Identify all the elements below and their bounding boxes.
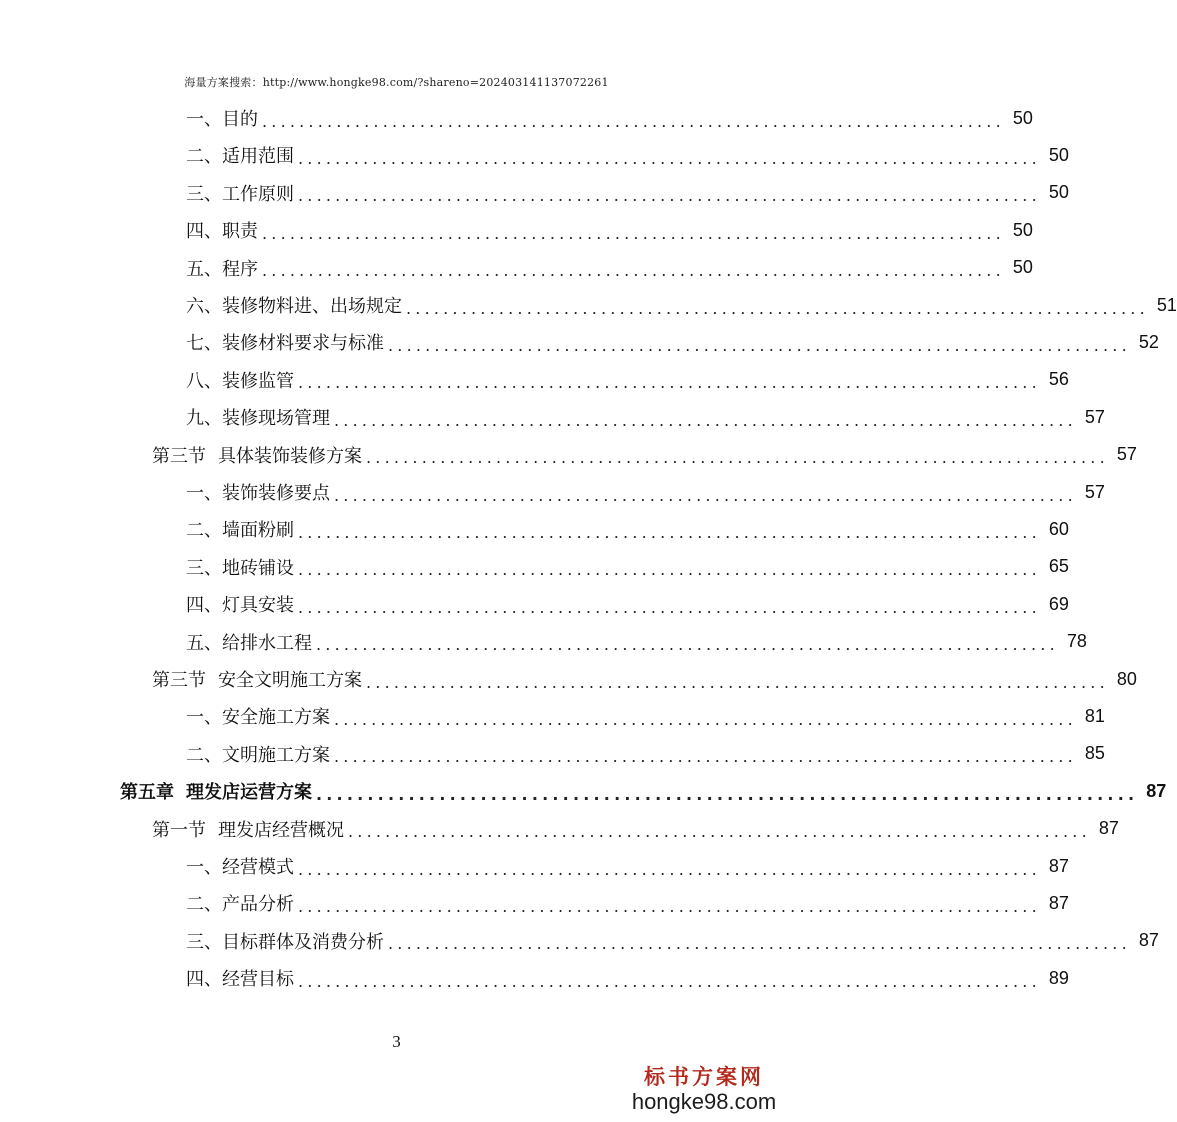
toc-entry-item[interactable] <box>186 324 1159 360</box>
toc-entry-page-number: 50 <box>1012 107 1033 128</box>
toc-entry-item[interactable] <box>186 624 1087 660</box>
toc-dot-leader: ................................................................................ <box>298 896 1041 916</box>
toc-entry-page-number: 78 <box>1066 631 1087 652</box>
toc-entry-number: 第五章 <box>120 782 174 804</box>
toc-dot-leader: ................................................................................ <box>262 111 1005 131</box>
toc-entry-page-number: 87 <box>1048 855 1069 876</box>
toc-entry-title: 目的 <box>222 109 258 130</box>
toc-entry-title: 产品分析 <box>222 894 294 916</box>
toc-entry-item[interactable] <box>186 100 1033 136</box>
toc-entry-page-number: 87 <box>1138 930 1159 951</box>
toc-entry-page-number: 57 <box>1116 444 1137 465</box>
toc-entry-title: 装修监管 <box>222 370 294 392</box>
toc-entry-number: 一、 <box>186 857 222 878</box>
toc-entry-number: 第三节 <box>152 445 206 467</box>
site-watermark <box>629 1064 779 1114</box>
toc-entry-page-number: 50 <box>1012 219 1033 240</box>
toc-entry-title: 工作原则 <box>222 183 294 205</box>
toc-entry-title: 安全施工方案 <box>222 707 330 729</box>
toc-entry-number: 二、 <box>186 744 222 766</box>
toc-dot-leader: ................................................................................ <box>316 635 1059 655</box>
watermark-en-text: hongke98.com <box>631 1089 777 1114</box>
toc-entry-item[interactable] <box>186 399 1105 435</box>
toc-entry-number: 四、 <box>186 595 222 617</box>
toc-entry-item[interactable] <box>186 474 1105 510</box>
toc-entry-title: 装饰装修要点 <box>222 483 330 504</box>
toc-entry-item[interactable] <box>186 960 1069 996</box>
toc-entry-item[interactable] <box>186 885 1069 921</box>
toc-entry-number: 三、 <box>186 931 222 953</box>
toc-dot-leader: ................................................................................ <box>298 971 1041 991</box>
toc-entry-page-number: 51 <box>1156 294 1177 315</box>
toc-dot-leader: ................................................................................ <box>348 822 1091 842</box>
toc-entry-title: 理发店经营概况 <box>218 819 344 841</box>
toc-entry-number: 二、 <box>186 894 222 916</box>
toc-entry-number: 三、 <box>186 557 222 579</box>
toc-dot-leader: ................................................................................ <box>366 448 1109 468</box>
toc-entry-item[interactable] <box>186 511 1069 547</box>
toc-dot-leader: ................................................................................ <box>388 335 1131 355</box>
toc-entry-number: 一、 <box>186 707 222 729</box>
toc-entry-number: 八、 <box>186 370 222 392</box>
toc-entry-page-number: 60 <box>1048 518 1069 539</box>
toc-entry-item[interactable] <box>186 848 1069 884</box>
toc-entry-chapter[interactable] <box>120 773 1167 809</box>
toc-entry-item[interactable] <box>186 736 1105 772</box>
toc-entry-page-number: 52 <box>1138 331 1159 352</box>
toc-entry-number: 四、 <box>186 969 222 991</box>
toc-entry-title: 目标群体及消费分析 <box>222 931 384 953</box>
toc-dot-leader: ................................................................................ <box>298 597 1041 617</box>
toc-entry-page-number: 69 <box>1048 593 1069 614</box>
toc-entry-page-number: 57 <box>1084 481 1105 502</box>
toc-entry-title: 职责 <box>222 221 258 243</box>
toc-dot-leader: ................................................................................ <box>406 298 1149 318</box>
toc-entry-number: 九、 <box>186 408 222 430</box>
toc-entry-item[interactable] <box>186 287 1177 323</box>
toc-entry-number: 第三节 <box>152 670 206 691</box>
toc-dot-leader: ................................................................................ <box>334 485 1077 505</box>
toc-entry-title: 地砖铺设 <box>222 557 294 579</box>
toc-entry-item[interactable] <box>186 137 1069 173</box>
toc-dot-leader: ................................................................................ <box>298 148 1041 168</box>
toc-entry-page-number: 50 <box>1048 182 1069 203</box>
toc-entry-title: 装修物料进、出场规定 <box>222 296 402 317</box>
toc-entry-page-number: 57 <box>1084 406 1105 427</box>
toc-entry-page-number: 50 <box>1048 144 1069 165</box>
toc-entry-title: 装修材料要求与标准 <box>222 333 384 355</box>
toc-entry-number: 七、 <box>186 333 222 355</box>
toc-entry-page-number: 87 <box>1098 818 1119 839</box>
toc-entry-page-number: 80 <box>1116 668 1137 689</box>
toc-entry-item[interactable] <box>186 175 1069 211</box>
toc-entry-title: 文明施工方案 <box>222 744 330 766</box>
toc-entry-title: 具体装饰装修方案 <box>218 445 362 467</box>
toc-entry-number: 五、 <box>186 258 222 280</box>
toc-dot-leader: ................................................................................ <box>334 410 1077 430</box>
toc-dot-leader: ................................................................................ <box>334 747 1077 767</box>
toc-entry-page-number: 85 <box>1084 743 1105 764</box>
toc-dot-leader: ................................................................................ <box>262 223 1005 243</box>
toc-entry-item[interactable] <box>186 362 1069 398</box>
toc-entry-item[interactable] <box>186 212 1033 248</box>
toc-entry-number: 三、 <box>186 183 222 205</box>
toc-entry-item[interactable] <box>186 250 1033 286</box>
toc-entry-page-number: 50 <box>1012 257 1033 278</box>
toc-entry-number: 一、 <box>186 109 222 130</box>
toc-entry-number: 六、 <box>186 296 222 317</box>
toc-entry-number: 五、 <box>186 632 222 654</box>
toc-entry-item[interactable] <box>186 586 1069 622</box>
toc-entry-item[interactable] <box>186 923 1159 959</box>
page-number: 3 <box>392 1032 401 1051</box>
toc-entry-number: 二、 <box>186 146 222 168</box>
toc-entry-title: 安全文明施工方案 <box>218 670 362 691</box>
toc-dot-leader: ................................................................................ <box>298 373 1041 393</box>
toc-entry-number: 第一节 <box>152 819 206 841</box>
toc-entry-item[interactable] <box>186 549 1069 585</box>
toc-entry-title: 适用范围 <box>222 146 294 168</box>
toc-entry-page-number: 56 <box>1048 369 1069 390</box>
toc-entry-title: 墙面粉刷 <box>222 520 294 542</box>
watermark-cn-text: 标书方案网 <box>644 1064 764 1089</box>
toc-entry-number: 四、 <box>186 221 222 243</box>
toc-entry-title: 经营模式 <box>222 857 294 878</box>
toc-dot-leader: ................................................................................ <box>298 560 1041 580</box>
toc-dot-leader: ................................................................................ <box>334 709 1077 729</box>
toc-dot-leader: ................................................................................ <box>388 934 1131 954</box>
toc-dot-leader: ................................................................................ <box>298 522 1041 542</box>
toc-entry-title: 装修现场管理 <box>222 408 330 430</box>
toc-entry-page-number: 89 <box>1048 967 1069 988</box>
toc-entry-page-number: 81 <box>1084 705 1105 726</box>
toc-entry-number: 二、 <box>186 520 222 542</box>
toc-entry-title: 给排水工程 <box>222 632 312 654</box>
toc-dot-leader: ................................................................................ <box>298 859 1041 879</box>
toc-entry-page-number: 65 <box>1048 556 1069 577</box>
toc-entry-section[interactable] <box>152 437 1137 473</box>
page-header: 海量方案搜索：http://www.hongke98.com/?shareno=202403141137072261 <box>184 76 609 89</box>
toc-entry-page-number: 87 <box>1048 892 1069 913</box>
toc-dot-leader: ................................................................................ <box>298 186 1041 206</box>
toc-entry-number: 一、 <box>186 483 222 504</box>
toc-entry-page-number: 87 <box>1146 780 1167 801</box>
toc-dot-leader: ................................................................................ <box>366 672 1109 692</box>
toc-dot-leader: ................................................................................ <box>316 784 1139 804</box>
toc-entry-section[interactable] <box>152 811 1119 847</box>
toc-entry-title: 理发店运营方案 <box>186 782 312 804</box>
toc-entry-title: 灯具安装 <box>222 595 294 617</box>
toc-dot-leader: ................................................................................ <box>262 261 1005 281</box>
toc-entry-section[interactable] <box>152 661 1137 697</box>
toc-entry-title: 程序 <box>222 258 258 280</box>
toc-entry-item[interactable] <box>186 698 1105 734</box>
toc-entry-title: 经营目标 <box>222 969 294 991</box>
